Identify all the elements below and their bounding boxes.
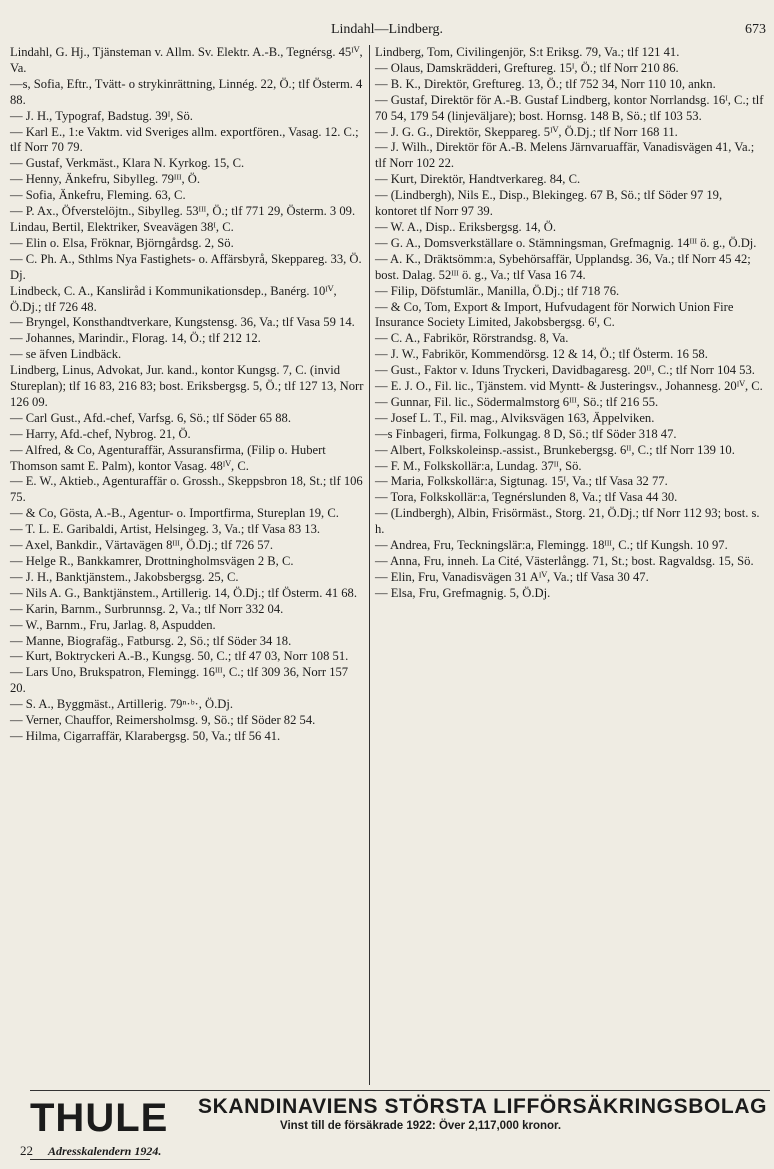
directory-entry: Lindberg, Linus, Advokat, Jur. kand., kontor Kungsg. 7, C. (invid Stureplan); tlf 16 83, 216 83; bost. Eriksbergsg. 5, Ö.; tlf 127 13, Norr 126 09.: [10, 363, 367, 409]
directory-entry: — Josef L. T., Fil. mag., Alviksvägen 163, Äppelviken.: [375, 410, 655, 425]
page-number: 673: [745, 22, 766, 37]
directory-entry: — Harry, Afd.-chef, Nybrog. 21, Ö.: [10, 426, 191, 441]
directory-entry: — J. H., Typograf, Badstug. 39ᴵ, Sö.: [10, 108, 193, 123]
directory-entry: — Johannes, Marindir., Florag. 14, Ö.; tlf 212 12.: [10, 331, 261, 346]
directory-entry: — (Lindbergh), Nils E., Disp., Blekingeg. 67 B, Sö.; tlf Söder 97 19, kontoret tlf Norr 97 39.: [375, 188, 726, 219]
running-title: Lindahl—Lindberg.: [330, 22, 444, 37]
directory-entry: — Bryngel, Konsthandtverkare, Kungstensg. 36, Va.; tlf Vasa 59 14.: [10, 315, 355, 330]
directory-entry: — Kurt, Direktör, Handtverkareg. 84, C.: [375, 172, 581, 187]
directory-entry: — Olaus, Damskrädderi, Greftureg. 15ᴵ, Ö.; tlf Norr 210 86.: [375, 60, 679, 75]
directory-entry: — Albert, Folkskoleinsp.-assist., Brunkebergsg. 6ᴵᴵ, C.; tlf Norr 139 10.: [375, 442, 735, 457]
directory-entry: — C. Ph. A., Sthlms Nya Fastighets- o. Affärsbyrå, Skeppareg. 33, Ö. Dj.: [10, 251, 365, 282]
directory-entry: — Hilma, Cigarraffär, Klarabergsg. 50, Va.; tlf 56 41.: [10, 728, 281, 743]
directory-entry: — Karl E., 1:e Vaktm. vid Sveriges allm. exportfören., Vasag. 12. C.; tlf Norr 70 79.: [10, 124, 362, 155]
directory-entry: — F. M., Folkskollär:a, Lundag. 37ᴵᴵ, Sö.: [375, 458, 582, 473]
directory-entry: —s Finbageri, firma, Folkungag. 8 D, Sö.; tlf Söder 318 47.: [375, 426, 677, 441]
directory-entry: — Alfred, & Co, Agenturaffär, Assuransfirma, (Filip o. Hubert Thomson samt E. Palm), kontor Vasag. 48ᴵⱽ, C.: [10, 442, 329, 473]
advertisement-banner: [30, 1093, 770, 1139]
directory-entry: — Gust., Faktor v. Iduns Tryckeri, Davidbagaresg. 20ᴵᴵ, C.; tlf Norr 104 53.: [375, 363, 755, 378]
directory-entry: — Sofia, Änkefru, Fleming. 63, C.: [10, 188, 186, 203]
directory-entry: Lindbeck, C. A., Kansliråd i Kommunikationsdep., Banérg. 10ᴵⱽ, Ö.Dj.; tlf 726 48.: [10, 283, 340, 314]
directory-entry: — Karin, Barnm., Surbrunnsg. 2, Va.; tlf Norr 332 04.: [10, 601, 284, 616]
footer-page-number: 22: [20, 1143, 33, 1158]
directory-entry: — B. K., Direktör, Greftureg. 13, Ö.; tlf 752 34, Norr 110 10, ankn.: [375, 76, 716, 91]
directory-entry: — S. A., Byggmäst., Artillerig. 79ⁿ·ᵇ·, Ö.Dj.: [10, 697, 234, 712]
directory-entry: — Anna, Fru, inneh. La Cité, Västerlångg. 71, St.; bost. Ragvaldsg. 15, Sö.: [375, 554, 754, 568]
directory-entry: — Carl Gust., Afd.-chef, Varfsg. 6, Sö.; tlf Söder 65 88.: [10, 410, 291, 425]
directory-entry: — Elsa, Fru, Grefmagnig. 5, Ö.Dj.: [375, 585, 551, 600]
directory-entry: — J. Wilh., Direktör för A.-B. Melens Järnvaruaffär, Vanadisvägen 41, Va.; tlf Norr 102 22.: [375, 140, 758, 171]
directory-entry: — Andrea, Fru, Teckningslär:a, Flemingg. 18ᴵᴵᴵ, C.; tlf Kungsh. 10 97.: [375, 538, 728, 553]
directory-entry: — Maria, Folkskollär:a, Sigtunag. 15ᴵ, Va.; tlf Vasa 32 77.: [375, 474, 668, 489]
directory-entry: — & Co, Tom, Export & Import, Hufvudagent för Norwich Union Fire Insurance Society Limited, Jakobsbergsg. 6ᴵ, C.: [375, 299, 737, 330]
ad-top-rule: [30, 1090, 770, 1091]
directory-entry: — Elin o. Elsa, Fröknar, Björngårdsg. 2, Sö.: [10, 235, 234, 250]
page-header: [0, 22, 774, 42]
directory-entry: Lindberg, Tom, Civilingenjör, S:t Eriksg. 79, Va.; tlf 121 41.: [375, 45, 680, 59]
directory-entry: — E. J. O., Fil. lic., Tjänstem. vid Myntt- & Justeringsv., Johannesg. 20ᴵⱽ, C.: [375, 379, 763, 394]
ad-subtext: Vinst till de försäkrade 1922: Över 2,117,000 kronor.: [280, 1120, 562, 1132]
directory-entry: — P. Ax., Öfverstelöjtn., Sibylleg. 53ᴵᴵᴵ, Ö.; tlf 771 29, Österm. 3 09.: [10, 204, 356, 219]
directory-entry: — Verner, Chauffor, Reimersholmsg. 9, Sö.; tlf Söder 82 54.: [10, 713, 316, 728]
directory-entry: — Gustaf, Verkmäst., Klara N. Kyrkog. 15, C.: [10, 156, 245, 171]
directory-entry: — W. A., Disp.. Eriksbergsg. 14, Ö.: [375, 219, 556, 234]
directory-entry: — Manne, Biografäg., Fatbursg. 2, Sö.; tlf Söder 34 18.: [10, 633, 292, 648]
directory-entry: — & Co, Gösta, A.-B., Agentur- o. Importfirma, Stureplan 19, C.: [10, 506, 339, 521]
directory-entry: —s, Sofia, Eftr., Tvätt- o strykinrättning, Linnég. 22, Ö.; tlf Österm. 4 88.: [10, 76, 366, 107]
directory-entry: — G. A., Domsverkställare o. Stämningsman, Grefmagnig. 14ᴵᴵᴵ ö. g., Ö.Dj.: [375, 235, 757, 250]
directory-entry: — Gunnar, Fil. lic., Södermalmstorg 6ᴵᴵᴵ, Sö.; tlf 216 55.: [375, 394, 659, 409]
footer-publication: Adresskalendern 1924.: [48, 1144, 162, 1158]
directory-entry: — A. K., Dräktsömm:a, Sybehörsaffär, Upplandsg. 36, Va.; tlf Norr 45 42; bost. Dalag. 52ᴵᴵᴵ ö. g., Va.; tlf Vasa 16 74.: [375, 251, 754, 282]
directory-entry: Lindau, Bertil, Elektriker, Sveavägen 38ᴵ, C.: [10, 219, 234, 234]
directory-entry: — J. W., Fabrikör, Kommendörsg. 12 & 14, Ö.; tlf Österm. 16 58.: [375, 347, 708, 362]
directory-entry: — E. W., Aktieb., Agenturaffär o. Grossh., Skeppsbron 18, St.; tlf 106 75.: [10, 474, 366, 505]
directory-entry: — se äfven Lindbäck.: [10, 347, 122, 362]
directory-entry: — J. H., Banktjänstem., Jakobsbergsg. 25, C.: [10, 569, 239, 584]
ad-slogan: SKANDINAVIENS STÖRSTA LIFFÖRSÄKRINGSBOLAG: [198, 1095, 768, 1118]
directory-entry: — Kurt, Boktryckeri A.-B., Kungsg. 50, C.; tlf 47 03, Norr 108 51.: [10, 649, 349, 664]
column-divider: [369, 45, 370, 1085]
directory-entry: — W., Barnm., Fru, Jarlag. 8, Aspudden.: [10, 617, 216, 632]
directory-entry: — Helge R., Bankkamrer, Drottningholmsvägen 2 B, C.: [10, 554, 294, 568]
directory-entry: — (Lindbergh), Albin, Frisörmäst., Storg. 21, Ö.Dj.; tlf Norr 112 93; bost. s. h.: [375, 506, 763, 537]
left-column: [10, 45, 365, 745]
directory-entry: — Lars Uno, Brukspatron, Flemingg. 16ᴵᴵᴵ, C.; tlf 309 36, Norr 157 20.: [10, 665, 352, 696]
directory-entry: — Henny, Änkefru, Sibylleg. 79ᴵᴵᴵ, Ö.: [10, 172, 201, 187]
page-footer: [8, 1143, 768, 1163]
directory-entry: — J. G. G., Direktör, Skeppareg. 5ᴵⱽ, Ö.Dj.; tlf Norr 168 11.: [375, 124, 678, 139]
directory-entry: — Gustaf, Direktör för A.-B. Gustaf Lindberg, kontor Norrlandsg. 16ᴵ, C.; tlf 70 54, 179 54 (linjeväljare); bost. Hornsg. 148 B, Sö.; tlf 103 53.: [375, 92, 767, 123]
directory-entry: — Filip, Döfstumlär., Manilla, Ö.Dj.; tlf 718 76.: [375, 283, 620, 298]
directory-entry: — Tora, Folkskollär:a, Tegnérslunden 8, Va.; tlf Vasa 44 30.: [375, 490, 678, 505]
directory-entry: — Nils A. G., Banktjänstem., Artillerig. 14, Ö.Dj.; tlf Österm. 41 68.: [10, 585, 358, 600]
directory-entry: Lindahl, G. Hj., Tjänsteman v. Allm. Sv. Elektr. A.-B., Tegnérsg. 45ᴵⱽ, Va.: [10, 45, 366, 75]
right-column: [375, 45, 767, 602]
directory-entry: — T. L. E. Garibaldi, Artist, Helsingeg. 3, Va.; tlf Vasa 83 13.: [10, 522, 321, 537]
directory-entry: — Elin, Fru, Vanadisvägen 31 Aᴵⱽ, Va.; tlf Vasa 30 47.: [375, 569, 649, 584]
directory-entry: — Axel, Bankdir., Värtavägen 8ᴵᴵᴵ, Ö.Dj.; tlf 726 57.: [10, 538, 273, 553]
footer-rule: [30, 1159, 150, 1160]
directory-entry: — C. A., Fabrikör, Rörstrandsg. 8, Va.: [375, 331, 569, 346]
ad-brand: THULE: [30, 1096, 169, 1140]
